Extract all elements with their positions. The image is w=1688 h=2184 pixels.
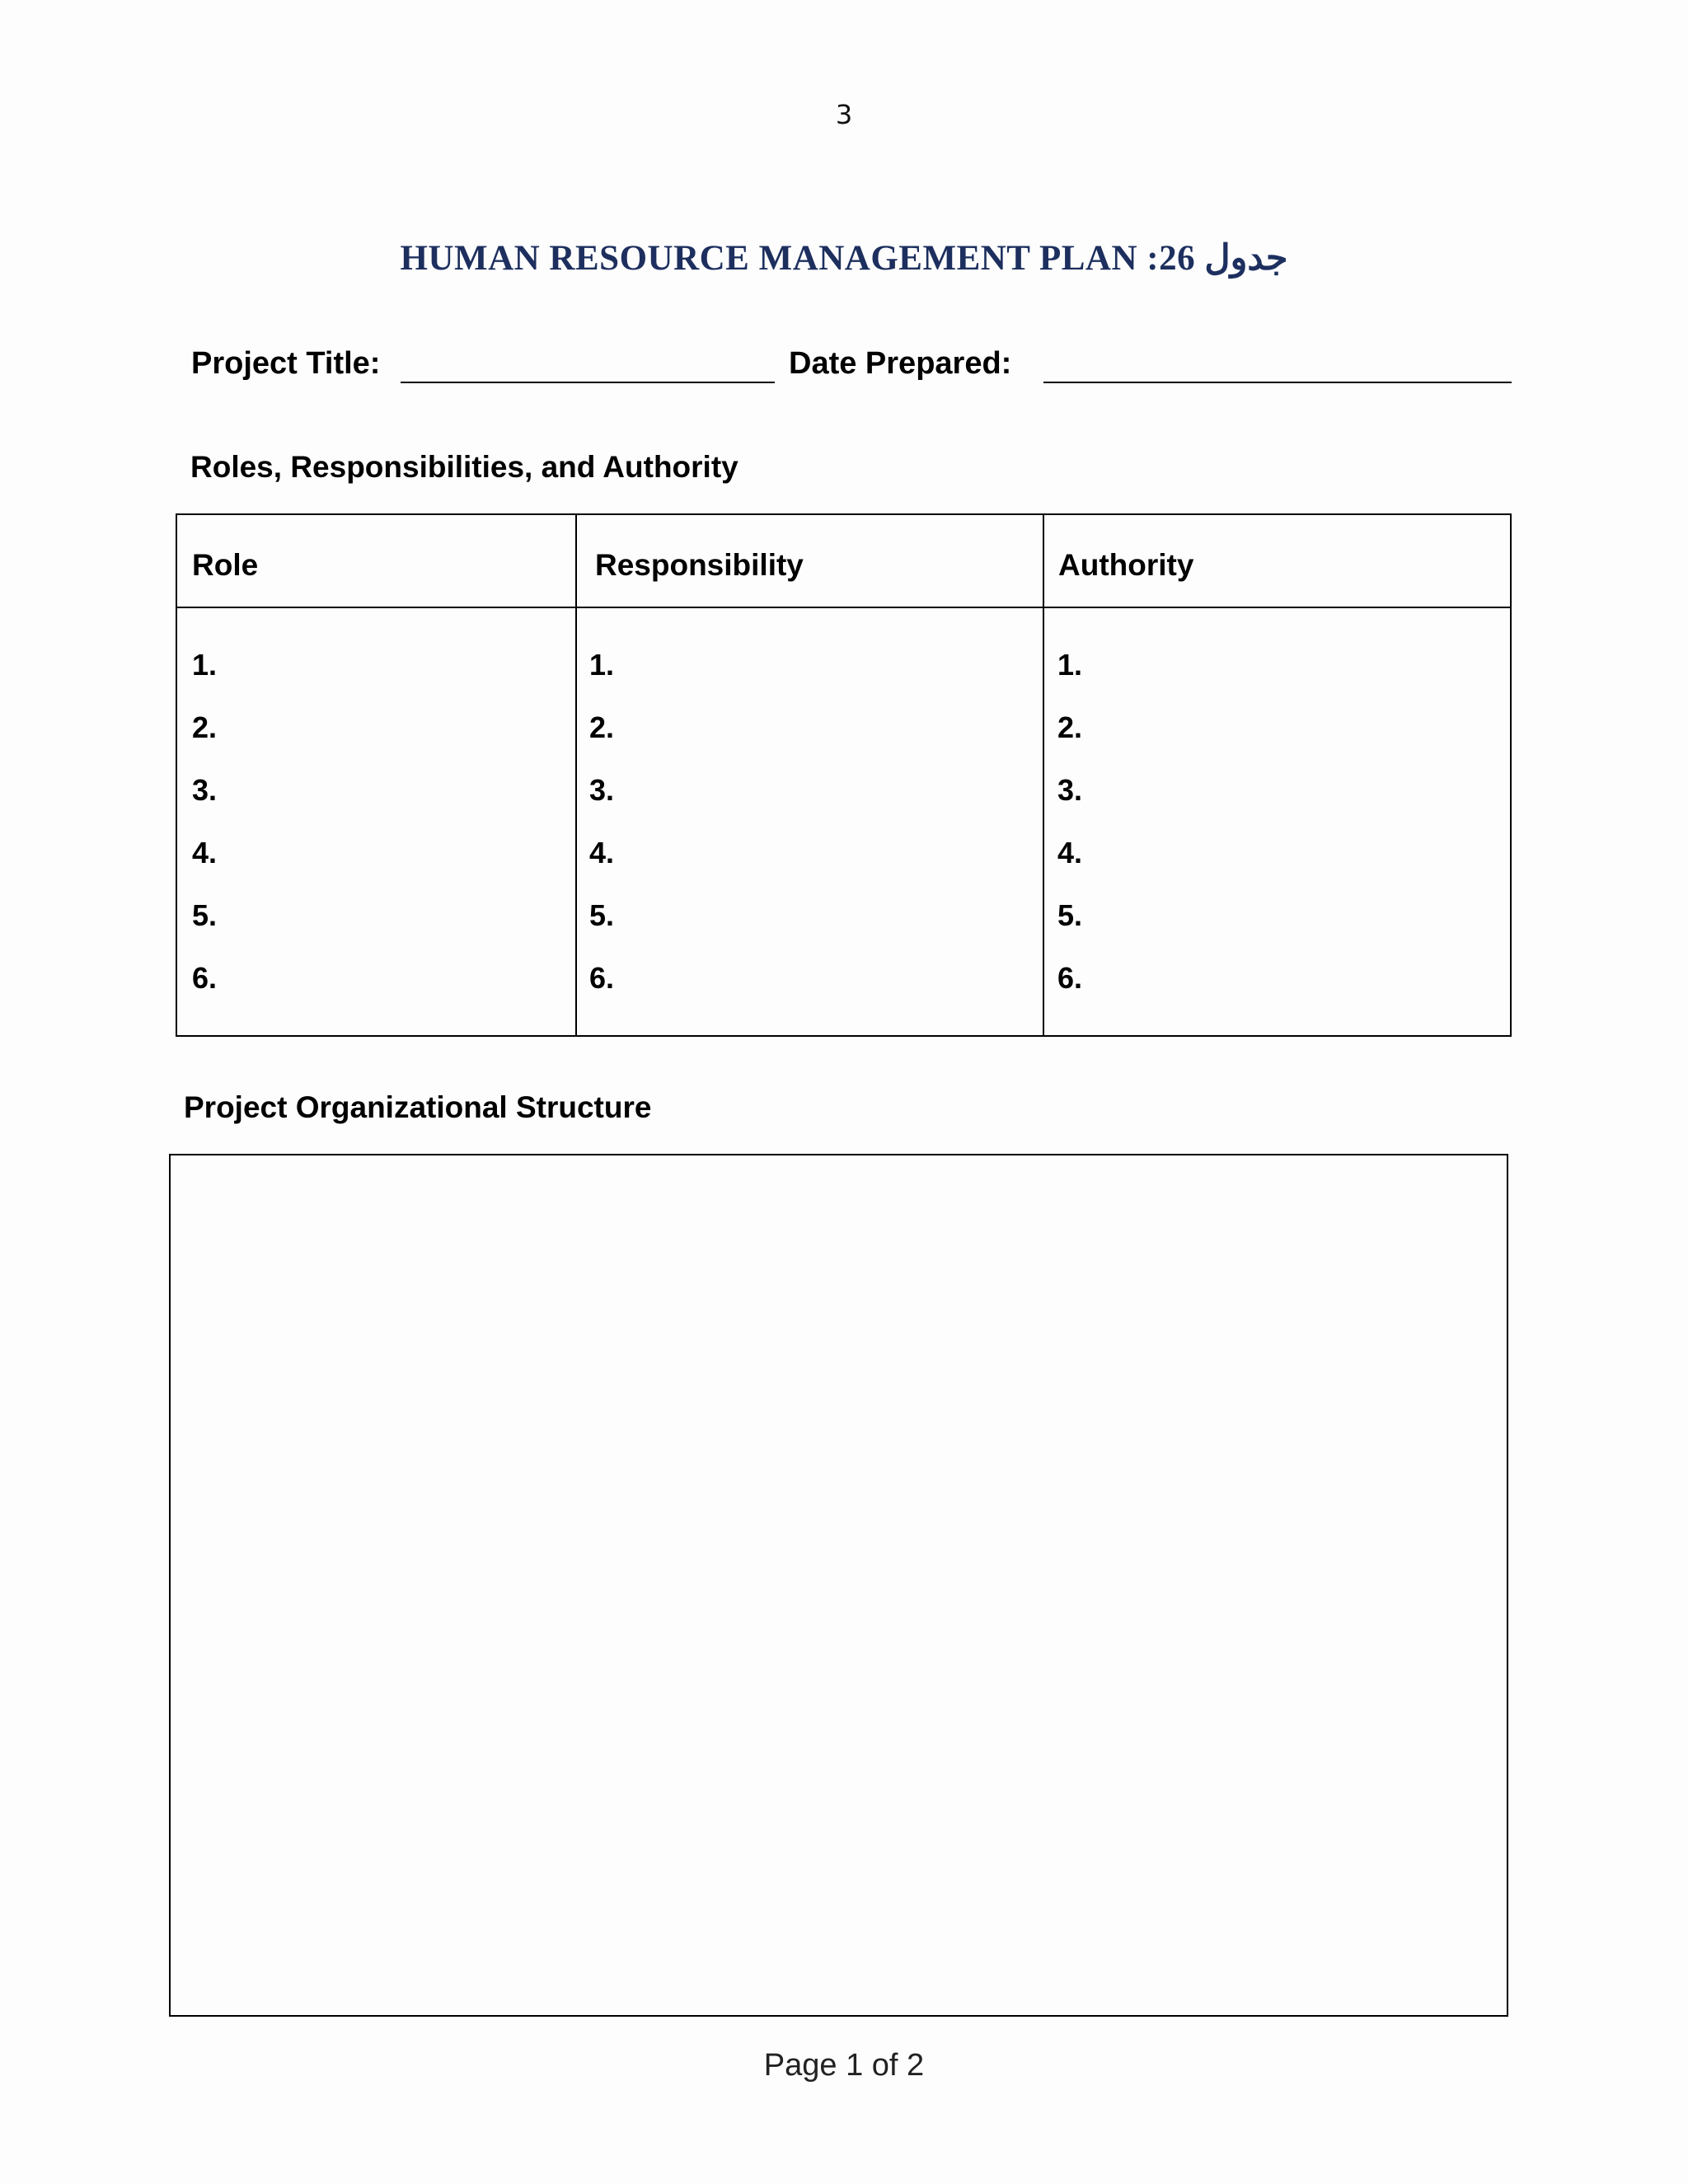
column-divider — [575, 515, 577, 1035]
roles-section-heading: Roles, Responsibilities, and Authority — [190, 450, 738, 484]
page-title: HUMAN RESOURCE MANAGEMENT PLAN :26 جدول — [400, 239, 1288, 278]
list-item[interactable]: 1. — [1057, 648, 1083, 682]
date-prepared-field[interactable] — [1043, 382, 1512, 383]
list-item[interactable]: 3. — [192, 773, 218, 807]
list-item[interactable]: 2. — [192, 710, 218, 744]
list-item[interactable]: 4. — [192, 836, 218, 869]
list-item[interactable]: 6. — [589, 961, 615, 995]
list-item[interactable]: 6. — [1057, 961, 1083, 995]
list-item[interactable]: 3. — [589, 773, 615, 807]
list-item[interactable]: 4. — [1057, 836, 1083, 869]
list-item[interactable]: 1. — [589, 648, 615, 682]
column-header-responsibility: Responsibility — [595, 548, 804, 582]
list-item[interactable]: 2. — [1057, 710, 1083, 744]
roles-table — [176, 513, 1512, 1037]
list-item[interactable]: 6. — [192, 961, 218, 995]
list-item[interactable]: 3. — [1057, 773, 1083, 807]
list-item[interactable]: 5. — [1057, 898, 1083, 932]
column-divider — [1043, 515, 1044, 1035]
list-item[interactable]: 4. — [589, 836, 615, 869]
org-structure-box[interactable] — [169, 1154, 1508, 2017]
project-title-field[interactable] — [401, 382, 775, 383]
list-item[interactable]: 5. — [589, 898, 615, 932]
authority-list — [1057, 647, 1082, 1023]
org-structure-heading: Project Organizational Structure — [184, 1090, 652, 1124]
list-item[interactable]: 2. — [589, 710, 615, 744]
list-item[interactable]: 1. — [192, 648, 218, 682]
column-header-authority: Authority — [1058, 548, 1194, 582]
page-footer: Page 1 of 2 — [763, 2048, 925, 2083]
project-title-label: Project Title: — [191, 346, 381, 381]
column-header-role: Role — [192, 548, 259, 582]
responsibility-list — [589, 647, 614, 1023]
date-prepared-label: Date Prepared: — [789, 346, 1012, 381]
role-list — [192, 647, 217, 1023]
header-divider — [177, 607, 1510, 608]
list-item[interactable]: 5. — [192, 898, 218, 932]
page-number: 3 — [835, 99, 853, 130]
